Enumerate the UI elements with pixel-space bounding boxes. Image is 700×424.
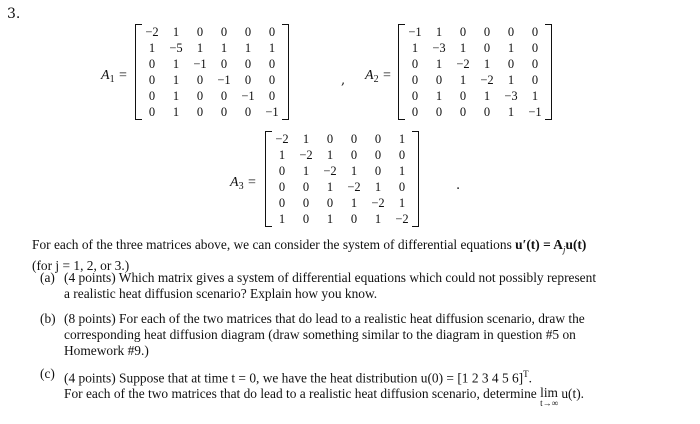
matrix-cell: 0 [459, 89, 467, 103]
matrix-cell: 1 [148, 41, 156, 55]
part-c-label: (c) [40, 366, 55, 381]
matrix-a3-label: $A_3$ = [230, 175, 257, 192]
matrix-a1-label: $A_1$ = [101, 68, 128, 85]
part-b-label: (b) [40, 311, 56, 326]
matrix-cell: 0 [350, 212, 358, 226]
part-a-line-1: (4 points) Which matrix gives a system of differential equations which could not possibly represent [64, 270, 597, 285]
matrix-a1 [135, 24, 289, 120]
matrix-cell: 1 [326, 180, 334, 194]
matrix-cell: 0 [483, 41, 491, 55]
intro-line-2: (for j = 1, 2, or 3.) [32, 257, 130, 273]
matrix-cell: 1 [350, 164, 358, 178]
part-a-label: (a) [40, 270, 55, 285]
matrix-cell: 0 [148, 57, 156, 71]
problem-number: 3. [7, 6, 21, 22]
matrix-a1-table [140, 24, 284, 120]
matrix-row [140, 88, 284, 104]
matrix-cell: 1 [302, 164, 310, 178]
matrix-cell: 1 [435, 57, 443, 71]
matrix-cell: 0 [268, 73, 276, 87]
matrix-a3-subscript: 3 [238, 181, 244, 192]
part-c-transpose: T [523, 369, 529, 379]
matrix-row [403, 24, 547, 40]
matrix-cell: −1 [528, 105, 542, 119]
matrix-cell: 0 [531, 57, 539, 71]
matrix-cell: 0 [459, 105, 467, 119]
matrix-cell: 0 [148, 105, 156, 119]
matrix-cell: 0 [196, 89, 204, 103]
matrix-cell: −1 [217, 73, 231, 87]
matrix-row [140, 40, 284, 56]
matrix-row [403, 56, 547, 72]
matrix-cell: 1 [172, 105, 180, 119]
matrix-cell: 1 [326, 212, 334, 226]
matrix-cell: −2 [371, 196, 385, 210]
matrix-row [270, 131, 414, 147]
matrix-cell: 0 [411, 105, 419, 119]
matrix-row [270, 147, 414, 163]
matrix-cell: 1 [244, 41, 252, 55]
part-b-line-2: corresponding heat diffusion diagram (draw something similar to the diagram in question #5 on [64, 327, 576, 342]
matrix-row [270, 163, 414, 179]
matrix-a2-letter: A [365, 68, 374, 83]
matrix-cell: 0 [302, 180, 310, 194]
matrix-row [403, 72, 547, 88]
intro-line-1: For each of the three matrices above, we can consider the system of differential equations $u'(t) = A_ju(t)$ [32, 237, 587, 255]
matrix-cell: −3 [432, 41, 446, 55]
matrix-cell: 1 [278, 148, 286, 162]
matrix-row [140, 56, 284, 72]
matrix-cell: 1 [350, 196, 358, 210]
matrix-cell: 1 [531, 89, 539, 103]
part-c-line-2: For each of the two matrices that do lead to a realistic heat diffusion scenario, determine lim t→∞ u(t). [64, 385, 585, 409]
matrix-cell: 0 [398, 148, 406, 162]
matrix-cell: 1 [268, 41, 276, 55]
matrix-cell: 1 [459, 73, 467, 87]
matrix-cell: 1 [374, 212, 382, 226]
matrix-cell: 0 [507, 25, 515, 39]
matrix-cell: 1 [435, 89, 443, 103]
matrix-cell: −1 [408, 25, 422, 39]
matrix-cell: 0 [278, 164, 286, 178]
matrix-a2 [398, 24, 552, 120]
matrix-cell: 0 [220, 25, 228, 39]
matrix-cell: 0 [220, 89, 228, 103]
matrix-cell: −2 [395, 212, 409, 226]
matrix-cell: 0 [483, 105, 491, 119]
part-b-line-1: (8 points) For each of the two matrices that do lead to a realistic heat diffusion scenario, draw the [64, 311, 585, 326]
matrix-cell: 0 [374, 164, 382, 178]
matrix-cell: 1 [326, 148, 334, 162]
matrix-cell: 0 [483, 25, 491, 39]
matrix-cell: 1 [507, 105, 515, 119]
matrix-cell: 0 [411, 57, 419, 71]
intro-equation: u′(t) = A [515, 237, 563, 252]
matrix-cell: 0 [302, 212, 310, 226]
matrix-cell: −5 [169, 41, 183, 55]
matrix-cell: 0 [244, 105, 252, 119]
matrix-row [270, 211, 414, 227]
matrix-cell: 1 [398, 132, 406, 146]
matrix-cell: 0 [278, 180, 286, 194]
matrix-cell: 0 [302, 196, 310, 210]
matrix-cell: 0 [196, 105, 204, 119]
matrix-cell: 1 [483, 57, 491, 71]
matrix-cell: 0 [196, 73, 204, 87]
matrix-cell: 1 [507, 41, 515, 55]
matrix-cell: 1 [483, 89, 491, 103]
matrix-cell: 0 [148, 73, 156, 87]
limit-operator: lim t→∞ [540, 385, 558, 409]
matrix-cell: 0 [350, 132, 358, 146]
matrix-row [140, 104, 284, 120]
matrix-a1-subscript: 1 [109, 74, 115, 85]
matrix-cell: 0 [220, 105, 228, 119]
matrix-a3-separator: . [456, 178, 461, 193]
matrix-a3 [265, 131, 419, 227]
intro-paragraph [32, 237, 692, 274]
matrix-cell: 0 [374, 148, 382, 162]
part-a-line-2: a realistic heat diffusion scenario? Explain how you know. [64, 286, 378, 301]
matrix-a2-subscript: 2 [373, 74, 379, 85]
matrix-cell: 0 [411, 89, 419, 103]
matrix-cell: 0 [244, 57, 252, 71]
matrix-cell: 0 [435, 73, 443, 87]
matrix-cell: 0 [374, 132, 382, 146]
matrix-cell: 1 [507, 73, 515, 87]
matrix-cell: −1 [265, 105, 279, 119]
matrix-cell: 0 [350, 148, 358, 162]
matrix-cell: 0 [278, 196, 286, 210]
matrix-cell: 0 [531, 25, 539, 39]
matrix-cell: −2 [323, 164, 337, 178]
intro-equation-sub: j [562, 244, 566, 255]
matrix-cell: 0 [148, 89, 156, 103]
matrix-cell: 0 [244, 25, 252, 39]
matrix-row [140, 72, 284, 88]
matrix-cell: 1 [398, 164, 406, 178]
matrix-a3-letter: A [230, 175, 239, 190]
matrix-cell: 0 [326, 196, 334, 210]
matrix-cell: 1 [172, 89, 180, 103]
matrix-cell: 1 [398, 196, 406, 210]
matrix-cell: −2 [275, 132, 289, 146]
matrix-cell: −3 [504, 89, 518, 103]
matrix-a2-label: $A_2$ = [365, 68, 392, 85]
matrix-cell: −2 [456, 57, 470, 71]
matrix-a3-table [270, 131, 414, 227]
matrix-cell: 0 [411, 73, 419, 87]
matrix-cell: 0 [507, 57, 515, 71]
matrix-cell: 0 [268, 89, 276, 103]
matrix-cell: 1 [435, 25, 443, 39]
matrix-cell: 0 [531, 41, 539, 55]
matrix-cell: 0 [531, 73, 539, 87]
matrix-cell: 0 [220, 57, 228, 71]
matrix-cell: 1 [411, 41, 419, 55]
matrix-cell: −1 [241, 89, 255, 103]
part-c-line-1: (4 points) Suppose that at time t = 0, we have the heat distribution u(0) = [1 2 3 4 5 6]$^T$. [64, 369, 533, 386]
matrix-cell: −2 [299, 148, 313, 162]
matrix-cell: 1 [278, 212, 286, 226]
matrix-cell: 0 [398, 180, 406, 194]
matrix-cell: 1 [220, 41, 228, 55]
matrix-row [140, 24, 284, 40]
matrix-cell: 1 [374, 180, 382, 194]
matrix-row [403, 104, 547, 120]
matrix-cell: −1 [193, 57, 207, 71]
matrix-cell: 1 [172, 57, 180, 71]
part-b-line-3: Homework #9.) [64, 343, 149, 358]
matrix-cell: −2 [480, 73, 494, 87]
matrix-cell: 0 [459, 25, 467, 39]
matrix-cell: −2 [145, 25, 159, 39]
matrix-a2-table [403, 24, 547, 120]
matrix-cell: 0 [196, 25, 204, 39]
matrix-row [270, 179, 414, 195]
limit-subscript: t→∞ [540, 398, 558, 409]
intro-equation-end: u(t) [565, 237, 587, 252]
matrix-cell: 1 [196, 41, 204, 55]
matrix-cell: 0 [326, 132, 334, 146]
matrix-cell: 1 [172, 25, 180, 39]
matrix-a1-letter: A [101, 68, 110, 83]
matrix-cell: 0 [244, 73, 252, 87]
matrix-row [403, 40, 547, 56]
matrix-cell: −2 [347, 180, 361, 194]
matrix-cell: 0 [268, 57, 276, 71]
matrix-cell: 1 [302, 132, 310, 146]
matrix-cell: 0 [435, 105, 443, 119]
matrix-row [270, 195, 414, 211]
matrix-cell: 0 [268, 25, 276, 39]
matrix-cell: 1 [459, 41, 467, 55]
matrix-row [403, 88, 547, 104]
matrix-cell: 1 [172, 73, 180, 87]
matrix-a1-separator: , [341, 73, 346, 88]
